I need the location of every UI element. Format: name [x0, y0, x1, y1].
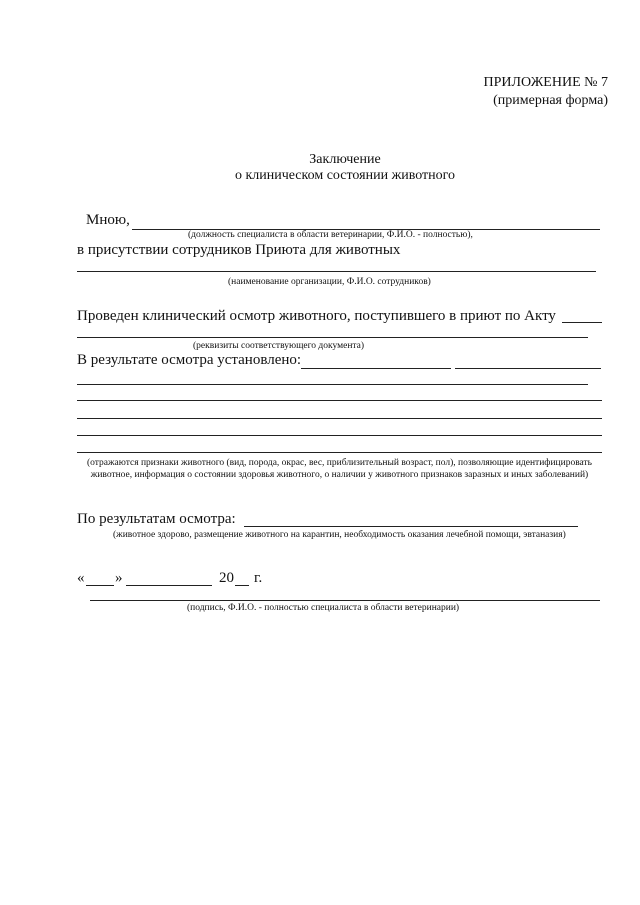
- result-label: В результате осмотра установлено:: [77, 352, 302, 368]
- result-field-line-3[interactable]: [77, 400, 602, 401]
- conclusion-label: По результатам осмотра:: [77, 511, 236, 527]
- organization-hint: (наименование организации, Ф.И.О. сотрудников): [228, 277, 431, 287]
- date-year-line[interactable]: [235, 585, 249, 586]
- date-month-line[interactable]: [126, 585, 212, 586]
- organization-field-line[interactable]: [77, 271, 596, 272]
- specialist-label: Мною,: [86, 212, 130, 228]
- signs-hint: (отражаются признаки животного (вид, порода, окрас, вес, приблизительный возраст, пол), позволяющие идентифицировать животное, информация о состоянии здоровья животного, о наличии у животного признаков заразных и иных заболеваний): [86, 458, 593, 480]
- act-field-line[interactable]: [562, 322, 602, 323]
- result-field-line-2[interactable]: [77, 384, 588, 385]
- result-field-line-1b[interactable]: [455, 368, 601, 369]
- conclusion-field-line[interactable]: [244, 526, 578, 527]
- document-subtitle: о клиническом состоянии животного: [234, 168, 456, 183]
- conclusion-hint: (животное здорово, размещение животного на карантин, необходимость оказания лечебной помощи, эвтаназия): [113, 530, 566, 540]
- date-day-line[interactable]: [86, 585, 114, 586]
- presence-label: в присутствии сотрудников Приюта для животных: [77, 242, 401, 258]
- document-field-line[interactable]: [77, 337, 588, 338]
- date-close-quote: »: [115, 570, 123, 586]
- date-suffix: г.: [254, 570, 263, 586]
- exam-label: Проведен клинический осмотр животного, поступившего в приют по Акту: [77, 308, 556, 324]
- result-field-line-6[interactable]: [77, 452, 602, 453]
- specialist-hint: (должность специалиста в области ветеринарии, Ф.И.О. - полностью),: [188, 230, 473, 240]
- result-field-line-5[interactable]: [77, 435, 602, 436]
- document-title: Заключение: [309, 152, 381, 167]
- document-hint: (реквизиты соответствующего документа): [193, 341, 365, 351]
- result-field-line-1a[interactable]: [301, 368, 451, 369]
- signature-field-line[interactable]: [90, 600, 600, 601]
- signature-hint: (подпись, Ф.И.О. - полностью специалиста в области ветеринарии): [187, 603, 460, 613]
- date-open-quote: «: [77, 570, 85, 586]
- date-year-prefix: 20: [219, 570, 234, 586]
- result-field-line-4[interactable]: [77, 418, 602, 419]
- form-type: (примерная форма): [493, 93, 608, 108]
- appendix-number: ПРИЛОЖЕНИЕ № 7: [483, 75, 608, 90]
